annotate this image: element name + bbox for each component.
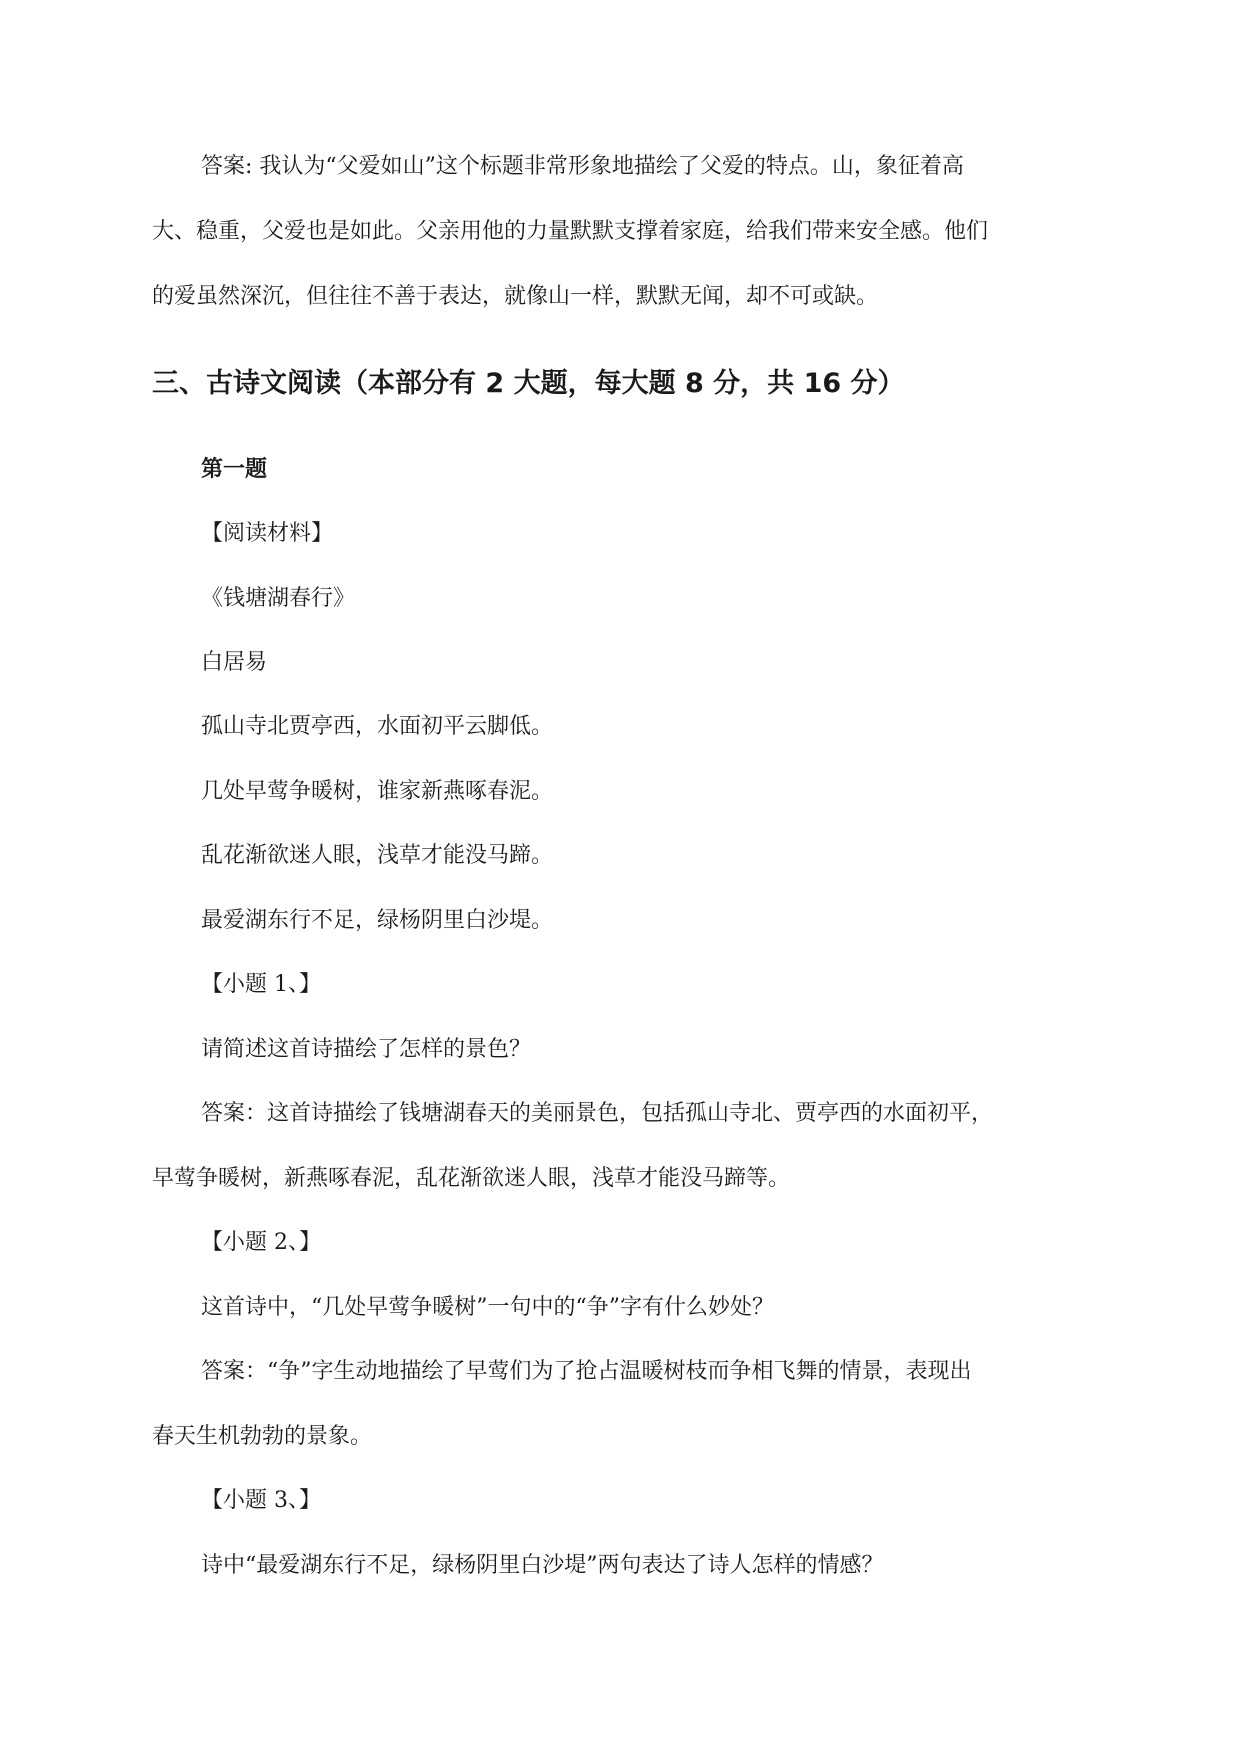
poem-line-3: 乱花渐欲迷人眼，浅草才能没马蹄。 bbox=[201, 843, 554, 868]
sub1-answer-line-2: 早莺争暖树，新燕啄春泥，乱花渐欲迷人眼，浅草才能没马蹄等。 bbox=[152, 1166, 791, 1191]
intro-answer-line-3: 的爱虽然深沉，但往往不善于表达，就像山一样，默默无闻，却不可或缺。 bbox=[152, 284, 879, 309]
intro-answer-line-1: 答案: 我认为“父爱如山”这个标题非常形象地描绘了父爱的特点。山，象征着高 bbox=[201, 154, 964, 179]
poem-line-2: 几处早莺争暖树，谁家新燕啄春泥。 bbox=[201, 779, 554, 804]
poem-title: 《钱塘湖春行》 bbox=[201, 586, 356, 611]
sub2-answer-line-1: 答案：“争”字生动地描绘了早莺们为了抢占温暖树枝而争相飞舞的情景，表现出 bbox=[201, 1359, 972, 1384]
sub3-label: 【小题 3、】 bbox=[201, 1488, 321, 1513]
sub2-label: 【小题 2、】 bbox=[201, 1230, 321, 1255]
sub2-answer-line-2: 春天生机勃勃的景象。 bbox=[152, 1424, 373, 1449]
sub1-question: 请简述这首诗描绘了怎样的景色？ bbox=[201, 1037, 532, 1062]
poem-line-4: 最爱湖东行不足，绿杨阴里白沙堤。 bbox=[201, 908, 554, 933]
sub1-label: 【小题 1、】 bbox=[201, 972, 321, 997]
section-heading: 三、古诗文阅读（本部分有 2 大题，每大题 8 分，共 16 分） bbox=[152, 368, 905, 399]
poem-line-1: 孤山寺北贾亭西，水面初平云脚低。 bbox=[201, 714, 554, 739]
material-label: 【阅读材料】 bbox=[201, 521, 334, 546]
sub3-question: 诗中“最爱湖东行不足，绿杨阴里白沙堤”两句表达了诗人怎样的情感？ bbox=[201, 1553, 884, 1578]
sub1-answer-line-1: 答案：这首诗描绘了钱塘湖春天的美丽景色，包括孤山寺北、贾亭西的水面初平， bbox=[201, 1101, 994, 1126]
sub2-question: 这首诗中，“几处早莺争暖树”一句中的“争”字有什么妙处？ bbox=[201, 1295, 774, 1320]
question-title: 第一题 bbox=[201, 457, 268, 482]
intro-answer-line-2: 大、稳重，父爱也是如此。父亲用他的力量默默支撑着家庭，给我们带来安全感。他们 bbox=[152, 219, 989, 244]
poem-author: 白居易 bbox=[201, 650, 268, 675]
